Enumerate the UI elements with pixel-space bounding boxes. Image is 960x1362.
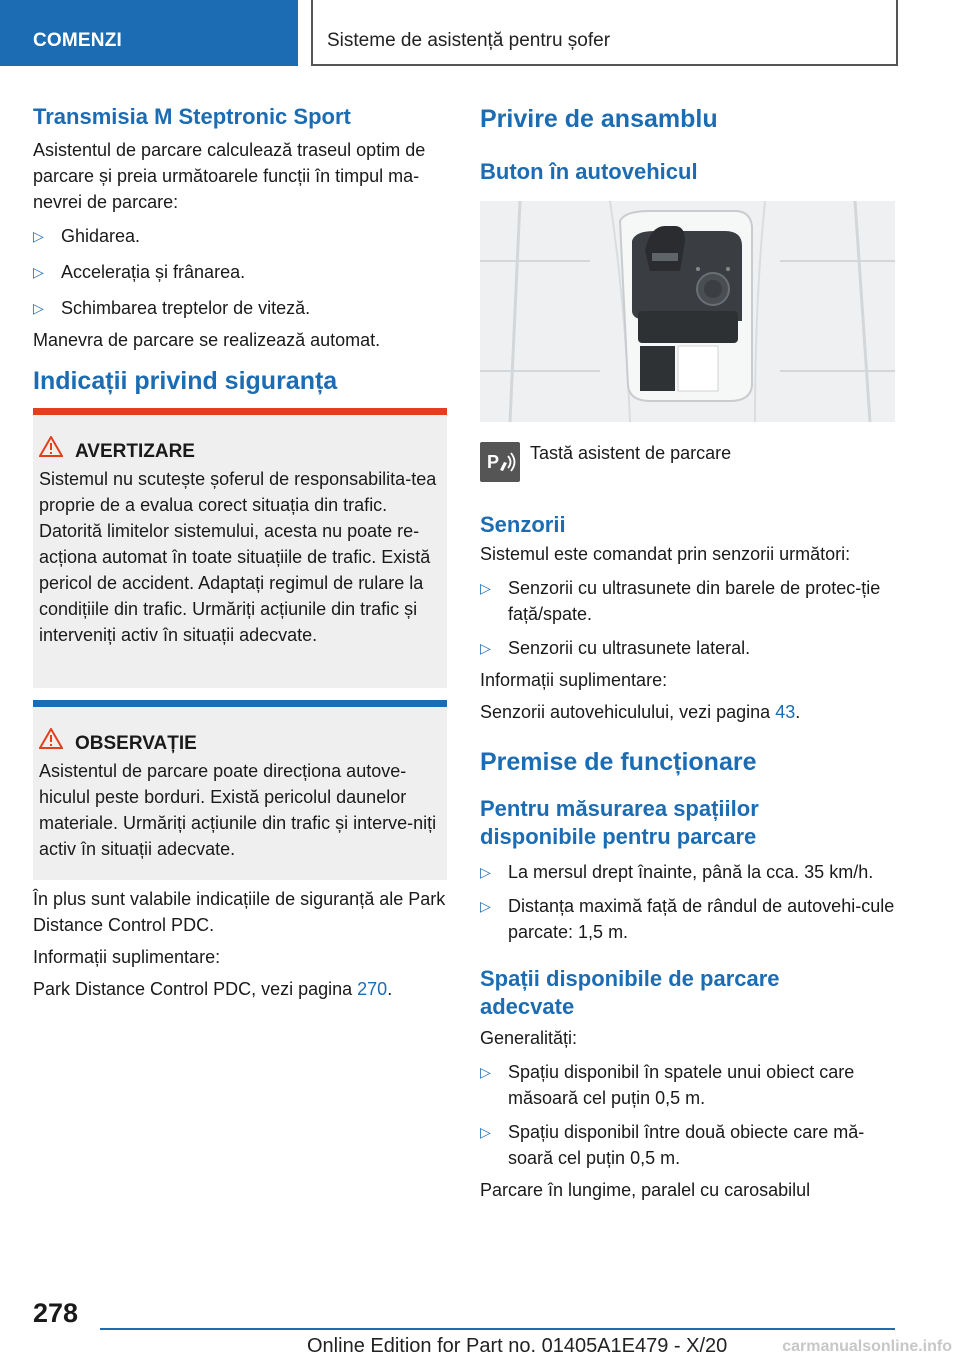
left-bottom-text (33, 886, 447, 1002)
paragraph-automatic: Manevra de parcare se realizează automat. (33, 330, 381, 350)
page-number: 278 (33, 1298, 79, 1328)
paragraph-parallel: Parcare în lungime, paralel cu carosabilul (480, 1180, 811, 1200)
paragraph-sensors: Sistemul este comandat prin senzorii următori: (480, 544, 851, 564)
bullet-arrow-icon: ▷ (480, 864, 491, 880)
warning-box (33, 408, 447, 688)
warning-title: AVERTIZARE (39, 436, 195, 463)
bullet-arrow-icon: ▷ (480, 898, 491, 914)
heading-parking-spaces: Spații disponibile de parcare adecvate (480, 966, 780, 1019)
paragraph-sensors-ref: Senzorii autovehiculului, vezi pagina 43. (480, 702, 801, 722)
watermark: carmanualsonline.info (782, 1338, 952, 1355)
footer-edition: Online Edition for Part no. 01405A1E479 - X/20 (307, 1335, 728, 1357)
note-bar (33, 700, 447, 707)
paragraph-more-info: Informații suplimentare: (33, 947, 221, 967)
page-link-270[interactable]: 270 (357, 979, 388, 999)
list-item: ▷ Ghidarea. (33, 223, 447, 249)
chapter-title: COMENZI (33, 30, 123, 51)
chapter-tab (0, 0, 298, 66)
paragraph-general: Generalități: (480, 1028, 578, 1048)
heading-button: Buton în autovehicul (480, 159, 698, 184)
warning-bar (33, 408, 447, 415)
right-main-text (480, 511, 895, 1203)
bullet-list-spaces (480, 1059, 895, 1171)
paragraph-pdc: În plus sunt valabile indicațiile de siguranță ale Park Distance Control PDC. (33, 889, 446, 935)
console-photo (480, 201, 895, 422)
paragraph-intro: Asistentul de parcare calculează traseul optim de parcare și preia următoarele funcții în timpul ma-nevrei de parcare: (33, 140, 426, 212)
bullet-arrow-icon: ▷ (33, 264, 44, 280)
heading-transmission: Transmisia M Steptronic Sport (33, 104, 351, 129)
parking-assistant-button-icon (480, 442, 520, 482)
bullet-arrow-icon: ▷ (480, 580, 491, 596)
heading-prerequisites: Premise de funcționare (480, 748, 757, 776)
heading-overview: Privire de ansamblu (480, 105, 718, 133)
bullet-list-sensors (480, 575, 895, 661)
list-item: ▷ Senzorii cu ultrasunete lateral. (480, 635, 895, 661)
heading-measuring: Pentru măsurarea spațiilor disponibile pentru parcare (480, 796, 759, 849)
warning-text: Sistemul nu scutește șoferul de responsabilita-tea proprie de a evalua corect situația din trafic. Datorită limitelor sistemului, acesta nu poate re-acționa automat în toate situațiile de trafic. Există pericol de accident. Adaptați regimul de rulare la condițiile din trafic. Urmăriți acțiunile din trafic și interveniți activ în situații adecvate. (39, 469, 437, 645)
paragraph-more-info-right: Informații suplimentare: (480, 670, 668, 690)
svg-text:P: P (487, 452, 500, 472)
list-item: ▷ Accelerația și frânarea. (33, 259, 447, 285)
list-item: ▷ Schimbarea treptelor de viteză. (33, 295, 447, 321)
heading-sensors: Senzorii (480, 512, 566, 537)
list-item: ▷ Spațiu disponibil în spatele unui obiect care măsoară cel puțin 0,5 m. (480, 1059, 895, 1111)
paragraph-pdc-ref: Park Distance Control PDC, vezi pagina 270. (33, 979, 393, 999)
heading-safety: Indicații privind siguranța (33, 367, 338, 395)
bullet-arrow-icon: ▷ (33, 300, 44, 316)
warning-triangle-icon (39, 436, 63, 457)
list-item: ▷ Spațiu disponibil între două obiecte care mă-soară cel puțin 0,5 m. (480, 1119, 895, 1171)
page-link-43[interactable]: 43 (775, 702, 796, 722)
section-header (311, 0, 898, 66)
list-item: ▷ Distanța maximă față de rândul de autovehi-cule parcate: 1,5 m. (480, 893, 895, 945)
bullet-arrow-icon: ▷ (33, 228, 44, 244)
gear-selector-image (480, 201, 895, 422)
note-box (33, 700, 447, 880)
list-item: ▷ Senzorii cu ultrasunete din barele de protec-ție față/spate. (480, 575, 895, 627)
note-text: Asistentul de parcare poate direcționa autove-hiculul peste borduri. Există pericolul daunelor materiale. Urmăriți acțiunile din trafic și interve-niți activ în situații adecvate. (39, 761, 437, 859)
parking-assistant-icon (480, 442, 520, 482)
bullet-list-functions (33, 223, 447, 321)
bullet-arrow-icon: ▷ (480, 1124, 491, 1140)
bullet-list-measuring (480, 859, 895, 945)
bullet-arrow-icon: ▷ (480, 640, 491, 656)
section-title: Sisteme de asistență pentru șofer (327, 30, 611, 51)
note-title: OBSERVAȚIE (39, 728, 197, 755)
bullet-arrow-icon: ▷ (480, 1064, 491, 1080)
footer-divider (100, 1328, 895, 1330)
list-item: ▷ La mersul drept înainte, până la cca. 35 km/h. (480, 859, 895, 885)
icon-caption: Tastă asistent de parcare (530, 443, 732, 463)
caution-triangle-icon (39, 728, 63, 749)
